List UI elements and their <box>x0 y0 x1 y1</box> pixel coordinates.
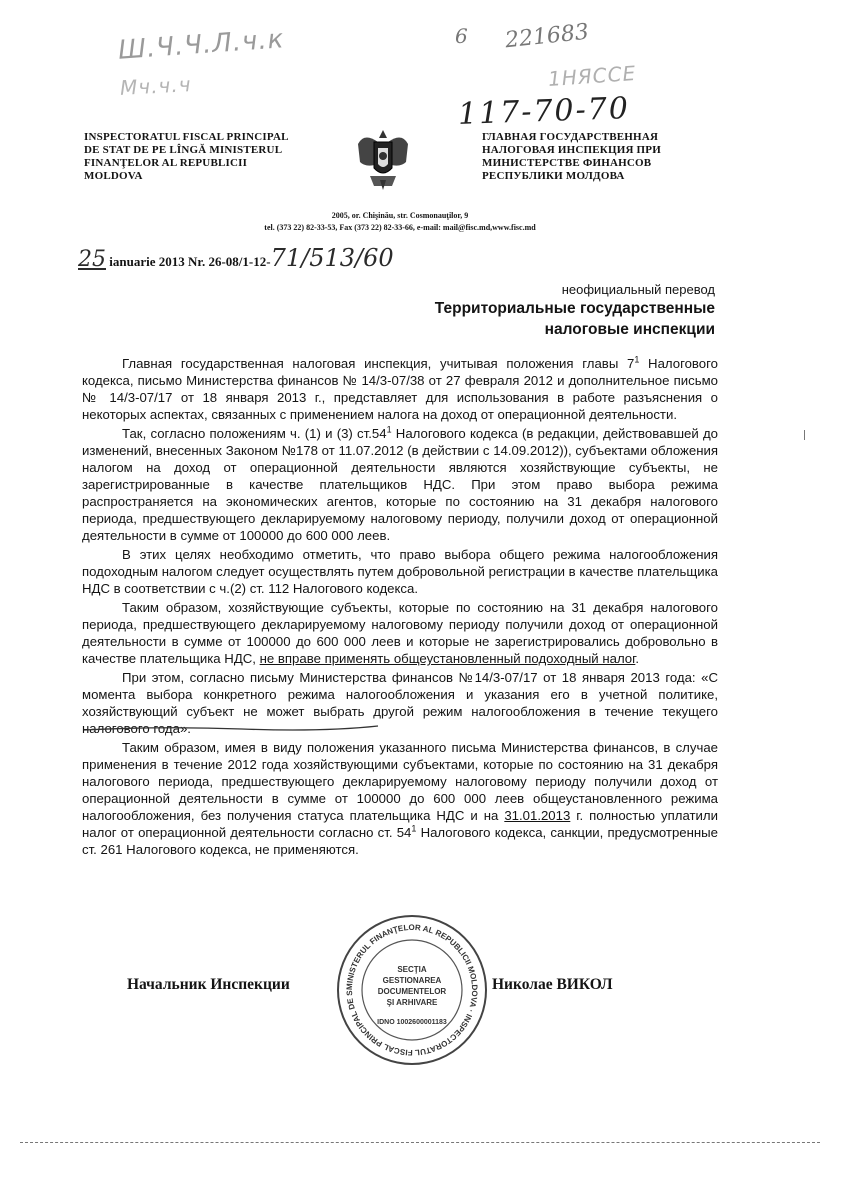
handwritten-underline-stroke <box>82 720 382 734</box>
paragraph-2-part-b: Налогового кодекса (в редакции, действовавшей до изменений, внесенных Законом №178 от 11.07.2012 (в действии с 14.09.2012)), субъектами обложения налогом на доход от операционной деятельности являются хозяйствующие субъекты, не зарегистрированные в качестве плательщиков НДС. При этом право выбора режима распространяется на экономических агентов, которые по состоянию на 31 декабря налогового периода, предшествующего декларируемому налоговому периоду, получили доход от операционной деятельности в сумме от 100000 до 600 000 леев. <box>82 426 718 543</box>
ref-day-handwritten: 25 <box>78 247 106 272</box>
reference-line <box>78 244 394 272</box>
header-left-line: MOLDOVA <box>84 170 143 182</box>
stamp-center-line: DOCUMENTELOR <box>377 987 447 996</box>
ref-month-year: ianuarie 2013 <box>109 254 185 269</box>
ref-number-handwritten: 71/513/60 <box>270 244 394 272</box>
header-left-line: DE STAT DE PE LÎNGĂ MINISTERUL <box>84 144 283 156</box>
coat-of-arms-emblem <box>352 124 414 196</box>
paragraph-6-underlined-date: 31.01.2013 <box>504 808 571 823</box>
paragraph-1-part-b: Налогового кодекса, письмо Министерства финансов № 14/3-07/38 от 27 февраля 2012 и дополнительное письмо № 14/3-07/17 от 18 января 2013 г., представляет для использования в работе разъяснения о некоторых аспектах, связанных с применением налога на доход от операционной деятельности. <box>82 356 718 422</box>
superscript: 1 <box>386 424 392 435</box>
stamp-center-line: GESTIONAREA <box>382 976 442 985</box>
addressee-line: Территориальные государственные <box>434 300 715 317</box>
handwritten-note-top-left: Ш.Ч.Ч.Л.ч.к <box>117 24 286 66</box>
margin-tick-mark <box>804 430 809 440</box>
header-left-line: INSPECTORATUL FISCAL PRINCIPAL <box>84 131 289 143</box>
stamp-idno: IDNO 1002600001183 <box>377 1019 447 1026</box>
paragraph-1 <box>82 355 718 423</box>
handwritten-mark-top-center: 6 <box>455 24 468 48</box>
ref-number-printed: 26-08/1-12- <box>208 254 271 269</box>
paragraph-4-part-b: . <box>635 651 639 666</box>
stamp-center-line: ŞI ARHIVARE <box>386 998 438 1007</box>
paragraph-3: В этих целях необходимо отметить, что право выбора общего режима налогообложения подоходным налогом следует осуществлять путем добровольной регистрации в качестве плательщика НДС в соответствии с ч.(2) ст. 112 Налогового кодекса. <box>82 547 718 596</box>
header-right-line: НАЛОГОВАЯ ИНСПЕКЦИЯ ПРИ <box>482 144 661 156</box>
contact-line: tel. (373 22) 82-33-53, Fax (373 22) 82-33-66, e-mail: mail@fisc.md,www.fisc.md <box>264 223 536 232</box>
paragraph-2-part-a: Так, согласно положениям ч. (1) и (3) ст.54 <box>122 426 387 441</box>
signer-name: Николае ВИКОЛ <box>492 976 613 993</box>
paragraph-6 <box>82 739 718 858</box>
header-right-line: РЕСПУБЛИКИ МОЛДОВА <box>482 170 625 182</box>
superscript: 1 <box>634 354 640 365</box>
handwritten-note-top-left-2: Мч.ч.ч <box>119 72 193 100</box>
addressee <box>435 298 715 340</box>
letter-body <box>82 355 718 860</box>
header-left-institution <box>84 131 314 183</box>
header-right-institution <box>482 131 712 183</box>
handwritten-number-top: 221683 <box>503 19 591 54</box>
stamp-ring-text: MINISTERUL FINANŢELOR AL REPUBLICII MOLDOVA · INSPECTORATUL FISCAL PRINCIPAL DE S <box>344 922 480 1058</box>
paragraph-6-part-b: г. полностью уплатили налог от операционной деятельности согласно ст. 54 <box>82 808 718 840</box>
paragraph-2 <box>82 425 718 544</box>
paragraph-4-underlined: не вправе применять общеустановленный подоходный налог <box>259 651 636 666</box>
round-stamp <box>334 912 490 1068</box>
stamp-center-line: SECŢIA <box>397 965 427 974</box>
paragraph-6-part-c: Налогового кодекса, санкции, предусмотренные ст. 261 Налогового кодекса, не применяются. <box>82 825 718 857</box>
handwritten-note-top-right: 1НЯССЕ <box>547 60 637 92</box>
bottom-dash-line <box>20 1142 820 1143</box>
handwritten-registration-number: 117-70-70 <box>457 91 631 132</box>
ref-nr-label: Nr. <box>187 254 206 269</box>
superscript: 1 <box>411 823 417 834</box>
addressee-line: налоговые инспекции <box>544 321 715 338</box>
header-right-line: ГЛАВНАЯ ГОСУДАРСТВЕННАЯ <box>482 131 659 143</box>
paragraph-4-part-a: Таким образом, хозяйствующие субъекты, которые по состоянию на 31 декабря налогового периода, предшествующего декларируемому налоговому периоду получили доход от операционной деятельности в сумме от 100000 до 600 000 леев и которые не зарегистрировались добровольно в качестве плательщика НДС, <box>82 600 718 666</box>
paragraph-6-part-a: Таким образом, имея в виду положения указанного письма Министерства финансов, в случае применения в течение 2012 года хозяйствующими субъектами, которые по состоянию на 31 декабря налогового периода, предшествующего декларируемому налоговому периоду получили доход от операционной деятельности в сумме от 100000 до 600 000 леев общеустановленного режима налогообложения, без получения статуса плательщика НДС и на <box>82 740 718 823</box>
paragraph-1-part-a: Главная государственная налоговая инспекция, учитывая положения главы 7 <box>122 356 635 371</box>
translation-note: неофициальный перевод <box>561 282 715 297</box>
paragraph-4 <box>82 599 718 667</box>
paragraph-5: При этом, согласно письму Министерства финансов №14/3-07/17 от 18 января 2013 года: «С момента выбора конкретного режима налогообложения и указания его в учетной политике, хозяйствующий субъект не может выбрать другой режим налогообложения в течение текущего налогового года». <box>82 670 718 736</box>
header-right-line: МИНИСТЕРСТВЕ ФИНАНСОВ <box>482 157 652 169</box>
signature-title: Начальник Инспекции <box>127 976 290 993</box>
address-line: 2005, or. Chişinău, str. Cosmonauţilor, 9 <box>331 211 469 220</box>
header-left-line: FINANŢELOR AL REPUBLICII <box>84 157 248 169</box>
